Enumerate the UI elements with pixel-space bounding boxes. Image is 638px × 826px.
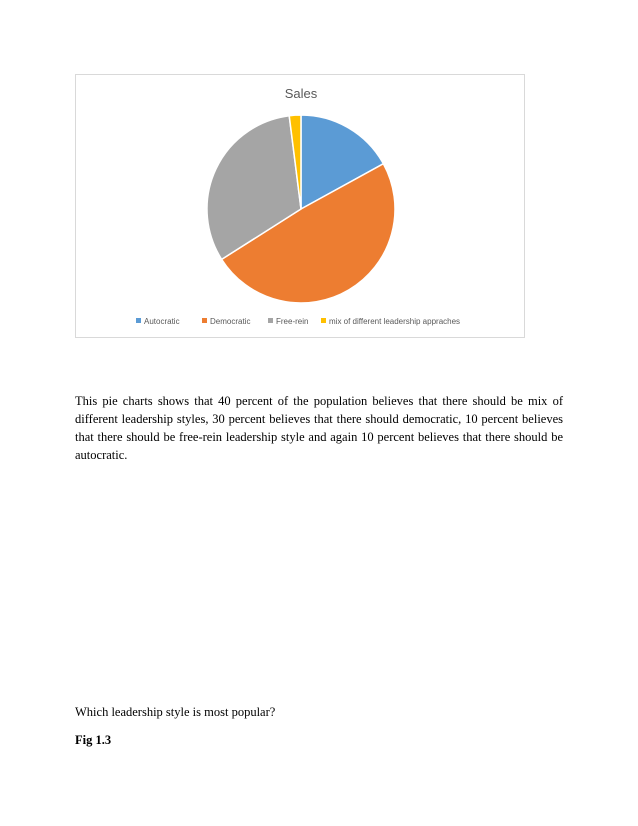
question-text: Which leadership style is most popular? xyxy=(75,705,276,719)
legend-swatch xyxy=(136,318,141,323)
legend-swatch xyxy=(321,318,326,323)
legend-label: mix of different leadership appraches xyxy=(329,317,461,326)
legend-swatch xyxy=(268,318,273,323)
chart-container xyxy=(75,74,525,338)
legend-label: Autocratic xyxy=(144,317,180,326)
figure-label: Fig 1.3 xyxy=(75,733,112,747)
chart-legend xyxy=(136,317,460,326)
legend-label: Democratic xyxy=(210,317,251,326)
legend-swatch xyxy=(202,318,207,323)
pie-slices xyxy=(207,115,395,303)
pie-chart xyxy=(76,75,526,339)
chart-description: This pie charts shows that 40 percent of the population believes that there should be mix of different leadership styles, 30 percent believes that there should democratic, 10 percent believes that there should be free-rein leadership style and again 10 percent believes that there should be autocratic. xyxy=(75,394,563,462)
chart-title: Sales xyxy=(284,86,318,101)
legend-label: Free-rein xyxy=(276,317,309,326)
